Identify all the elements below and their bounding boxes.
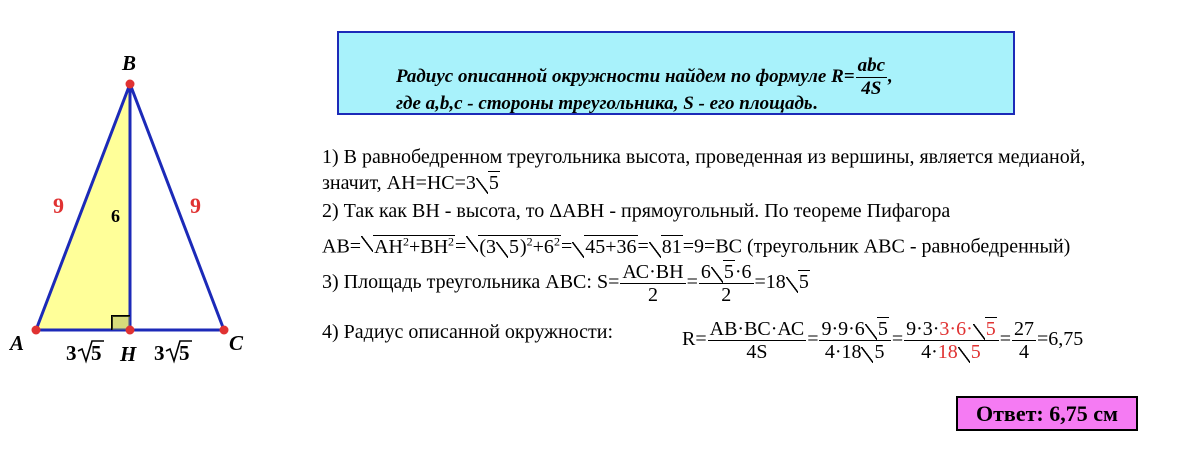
- step-2-text: 2) Так как ВН - высота, то: [322, 200, 550, 222]
- vertex-label-b: B: [122, 51, 137, 75]
- vertex-label-c: C: [229, 331, 244, 355]
- point-a: [32, 326, 41, 335]
- sqrt-81-sum: 45+36: [572, 236, 637, 258]
- step-2-line-2: $АВ= АН^2+ВН^2= (3$ $5)^2+6^2= 45+36= 81=9=ВС$ (треугольник АВС - равнобедренный): [322, 230, 1070, 258]
- formula-line-2: [396, 93, 817, 115]
- formula-denominator: 4S: [861, 78, 882, 99]
- side-bc-label: 9: [190, 193, 201, 218]
- area-fraction-1: $\frac{АС\cdot ВН}{2}$: [622, 261, 684, 306]
- step-2-conclusion: =9=ВС (треугольник АВС - равнобедренный): [682, 235, 1071, 258]
- triangle-symbol: Δ: [549, 200, 563, 222]
- sqrt-ah-bh: $АН^2+ВН^2$: [361, 230, 455, 258]
- radius-result: =6,75: [1037, 328, 1084, 351]
- step-3: 3) Площадь треугольника АВС: S= $\frac{АС\cdot ВН}{2}$ = $\frac{6 5\cdot 6}{2}$ =18 5: [322, 261, 809, 306]
- step-4-text: 4) Радиус описанной окружности:: [322, 321, 614, 343]
- triangle-figure: [0, 0, 340, 456]
- height-label: 6: [111, 206, 120, 226]
- step-1-line-1: 1) В равнобедренном треугольника высота, проведенная из вершины, является медианой,: [322, 146, 1086, 168]
- sqrt-expanded: (3 $5)^2+6^2$: [466, 230, 561, 258]
- radius-fraction-1: $\frac{АВ\cdot ВС\cdot АС}{4S}$: [709, 318, 805, 363]
- point-b: [126, 80, 135, 89]
- base-left-label: [66, 341, 104, 365]
- formula-fraction: [856, 55, 887, 100]
- formula-numerator: abc: [857, 55, 886, 76]
- step-1-line-2: [322, 172, 500, 194]
- radius-fraction-2: $\frac{9\cdot 9\cdot 6 5}{4\cdot 18 5}$: [819, 318, 890, 363]
- step-2-line-1: [322, 200, 950, 222]
- vertex-label-a: A: [10, 331, 25, 355]
- point-c: [220, 326, 229, 335]
- svg-text:3: 3: [66, 341, 77, 365]
- base-right-label: [154, 341, 192, 365]
- step-1-text: значит, АН=НС=3: [322, 172, 476, 194]
- formula-period: .: [812, 93, 818, 114]
- formula-box: [337, 31, 1015, 115]
- svg-text:5: 5: [91, 341, 102, 365]
- side-ab-label: 9: [53, 193, 64, 218]
- radius-fraction-4: $\frac{27}{4}$: [1014, 318, 1035, 363]
- vertex-label-h: H: [120, 342, 137, 366]
- point-h: [126, 326, 135, 335]
- answer-box: Ответ: 6,75 см: [956, 396, 1138, 431]
- sqrt-81: 81: [649, 236, 683, 258]
- step-2-text-end: АВН - прямоугольный. По теореме Пифагора: [562, 200, 951, 222]
- radius-fraction-3: $\frac{9\cdot 3\cdot 3\cdot 6\cdot 5}{4\cdot 18 5}$: [904, 318, 999, 363]
- area-result-sqrt: 5: [786, 271, 810, 293]
- step-4: [322, 321, 613, 343]
- formula-explanation: где a,b,c - стороны треугольника, S - его площадь: [396, 93, 813, 114]
- svg-text:5: 5: [179, 341, 190, 365]
- area-fraction-2: $\frac{6 5\cdot 6}{2}$: [700, 261, 752, 306]
- step-3-text: 3) Площадь треугольника АВС: S=: [322, 271, 620, 294]
- formula-comma: ,: [888, 66, 893, 87]
- step-1-sqrt: 5: [476, 172, 500, 194]
- radius-computation: R= $\frac{АВ\cdot ВС\cdot АС}{4S}$ = $\frac{9\cdot 9\cdot 6 5}{4\cdot 18 5}$ = $\frac{9\cdot 3\cdot 3\cdot 6\cdot 5}{4\cdot 18 5}$ = $\frac{27}{4}$ =6,75: [682, 318, 1084, 363]
- svg-text:3: 3: [154, 341, 165, 365]
- formula-text: Радиус описанной окружности найдем по формуле R=: [396, 66, 855, 87]
